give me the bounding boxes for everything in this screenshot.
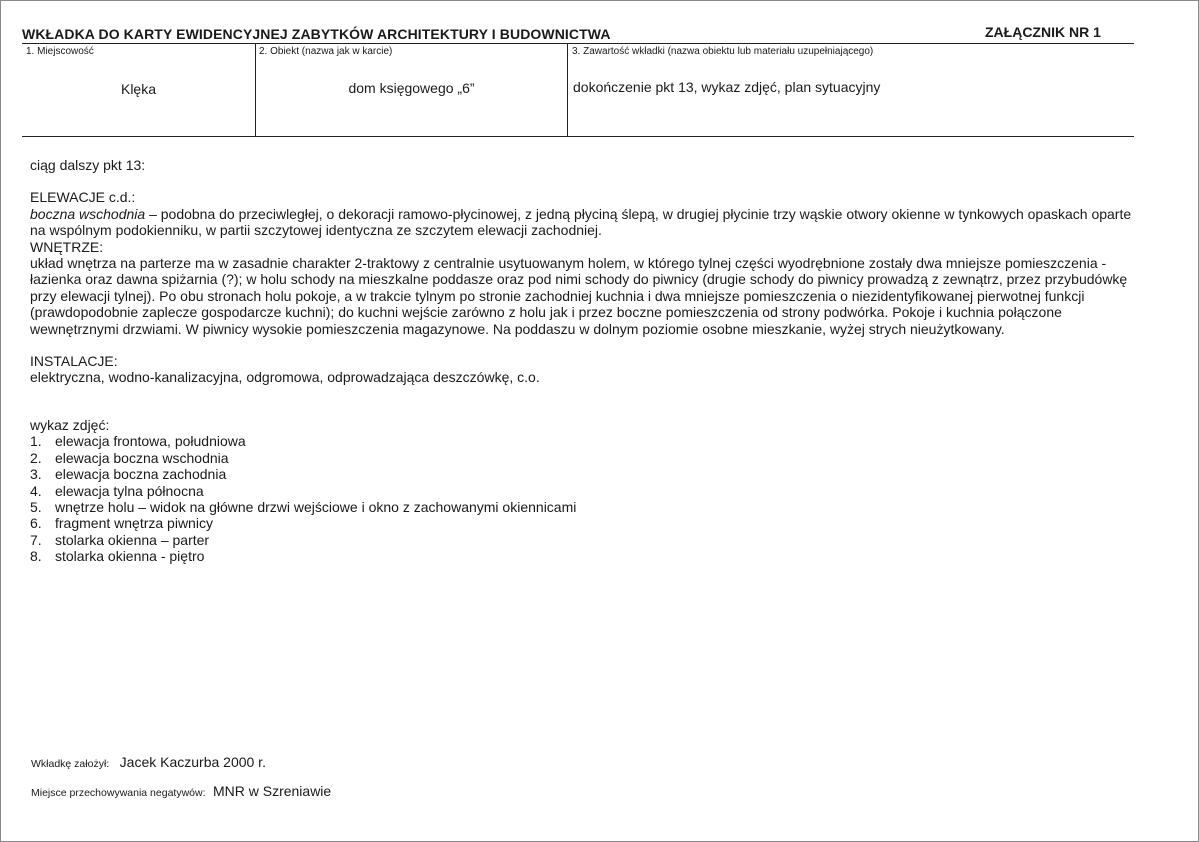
description-section [30,157,1140,386]
photo-list-heading: wykaz zdjęć: [30,417,110,433]
photo-list [30,433,730,564]
storage-line [31,783,331,801]
author-value: Jacek Kaczurba 2000 r. [119,754,266,770]
field-value-locality: Klęka [120,81,157,97]
fields-bottom-rule [22,136,1134,137]
field-value-contents: dokończenie pkt 13, wykaz zdjęć, plan sytuacyjny [573,79,881,95]
east-elevation-text: – podobna do przeciwległej, o dekoracji ramowo-płycinowej, z jedną płyciną ślepą, w drugiej płycinie trzy wąskie otwory okienne w tynkowych opaskach oparte na wspólnym podokienniku, w partii szczytowej identyczna ze szczytem elewacji zachodniej. [30,205,1132,239]
list-item: 5. wnętrze holu – widok na główne drzwi wejściowe i okno z zachowanymi okiennicami [30,499,577,516]
header-rule [22,43,1134,44]
list-item: 8. stolarka okienna - piętro [30,548,205,565]
field-value-object: dom księgowego „6” [348,80,475,96]
photo-list-section [30,417,730,565]
east-elevation-label: boczna wschodnia [30,205,146,222]
interior-heading: WNĘTRZE: [30,238,104,255]
list-item: 2. elewacja boczna wschodnia [30,449,229,466]
list-item: 1. elewacja frontowa, południowa [30,433,246,450]
form-title: WKŁADKA DO KARTY EWIDENCYJNEJ ZABYTKÓW ARCHITEKTURY I BUDOWNICTWA [22,26,611,42]
elevations-heading: ELEWACJE c.d.: [30,189,136,206]
installations-text: elektryczna, wodno-kanalizacyjna, odgromowa, odprowadzająca deszczówkę, c.o. [30,369,540,386]
list-item: 4. elewacja tylna północna [30,482,204,499]
field-divider-2 [567,43,568,137]
author-label: Wkładkę założył: [31,758,110,770]
annex-label: ZAŁĄCZNIK NR 1 [985,24,1101,40]
list-item: 7. stolarka okienna – parter [30,531,210,548]
storage-label: Miejsce przechowywania negatywów: [31,787,206,799]
storage-value: MNR w Szreniawie [212,783,332,799]
interior-text: układ wnętrza na parterze ma w zasadnie charakter 2-traktowy z centralnie usytuowanym holem, w którego tylnej części wyodrębnione zostały dwa mniejsze pomieszczenia - łazienka oraz dawna spiżarnia (?); w holu schody na mieszkalne poddasze oraz pod nimi schody do piwnicy (drugie schody do piwnicy prowadzą z zewnątrz, przez przybudówkę przy elewacji tylnej). Po obu stronach holu pokoje, a w trakcie tylnym po stronie zachodniej kuchnia i dwa mniejsze pomieszczenia o niezidentyfikowanej pierwotnej funkcji (prawdopodobnie zaplecze gospodarcze kuchni); do kuchni wejście zarówno z holu jak i przez boczne pomieszczenia od strony podwórka. Pokoje i kuchnia połączone wewnętrznymi drzwiami. W piwnicy wysokie pomieszczenia magazynowe. Na poddaszu w dolnym poziomie osobne mieszkanie, wyżej strych nieużytkowany. [30,255,1128,337]
field-label-locality: 1. Miejscowość [26,46,94,57]
list-item: 6. fragment wnętrza piwnicy [30,515,213,532]
author-line [31,754,266,772]
list-item: 3. elewacja boczna zachodnia [30,466,227,483]
east-elevation-paragraph [30,206,1140,239]
continuation-note: ciąg dalszy pkt 13: [30,157,146,173]
installations-heading: INSTALACJE: [30,353,118,370]
field-label-object: 2. Obiekt (nazwa jak w karcie) [259,46,393,57]
field-label-contents: 3. Zawartość wkładki (nazwa obiektu lub materiału uzupełniającego) [572,46,874,57]
